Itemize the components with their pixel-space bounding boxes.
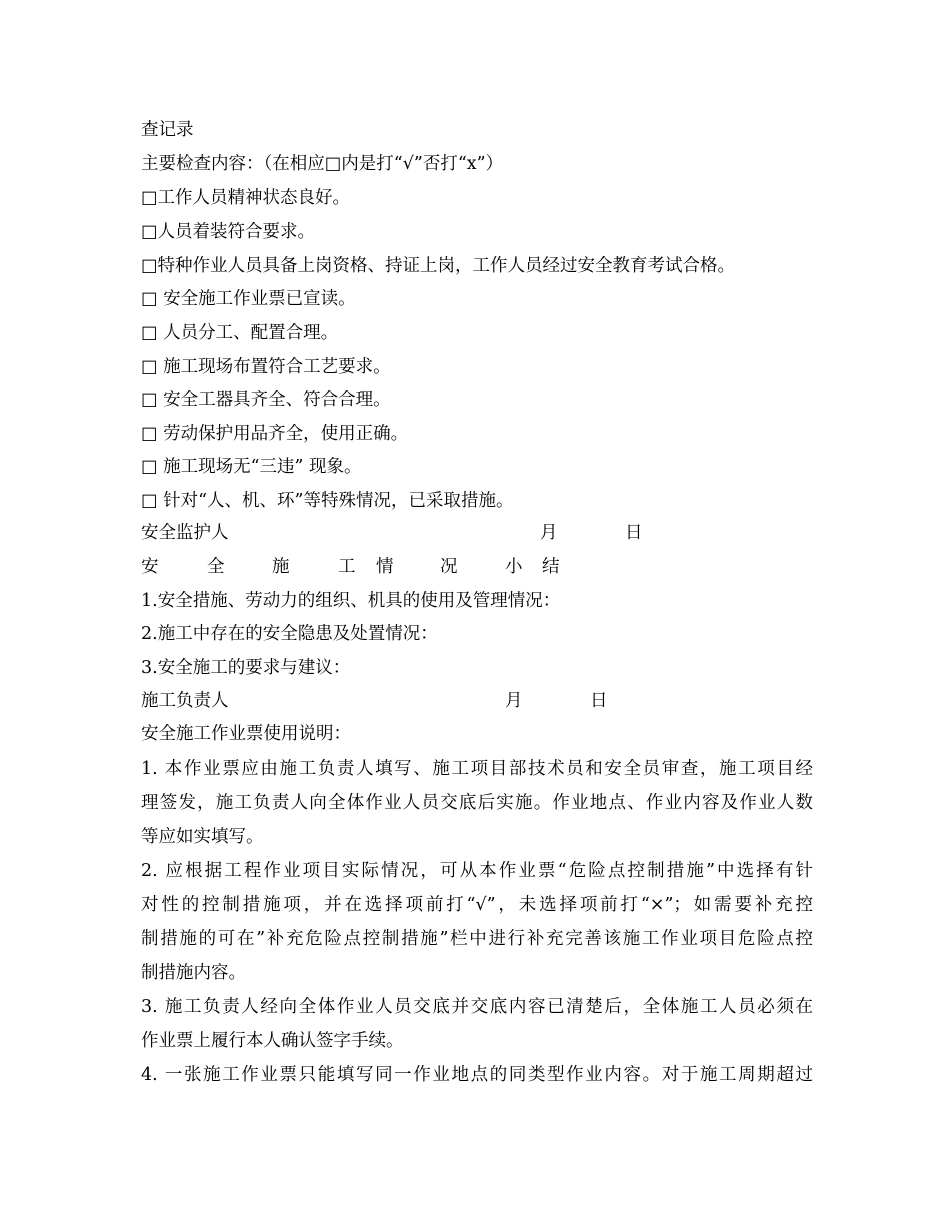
monitor-sign-day: 日 [625,523,643,543]
summary-item: 2.施工中存在的安全隐患及处置情况： [141,624,438,644]
checklist-item: □工作人员精神状态良好。 [141,188,351,208]
summary-heading-char: 全 [207,557,225,577]
summary-heading-char: 结 [542,557,560,577]
usage-line: 1. 本作业票应由施工负责人填写、施工项目部技术员和安全员审查，施工项目经 [141,759,813,779]
usage-line: 2. 应根据工程作业项目实际情况，可从本作业票“危险点控制措施”中选择有针 [141,861,813,881]
monitor-sign-label: 安全监护人 [141,523,229,543]
leader-sign-month: 月 [505,691,523,711]
summary-heading-char: 情 [376,557,394,577]
summary-heading-char: 安 [141,557,159,577]
summary-heading-char: 小 [505,557,523,577]
usage-line: 作业票上履行本人确认签字手续。 [141,1031,404,1051]
usage-line: 3. 施工负责人经向全体作业人员交底并交底内容已清楚后，全体施工人员必须在 [141,997,813,1017]
usage-line: 等应如实填写。 [141,827,264,847]
checklist-item: □ 劳动保护用品齐全，使用正确。 [141,424,409,444]
usage-line: 理签发，施工负责人向全体作业人员交底后实施。作业地点、作业内容及作业人数 [141,793,813,813]
summary-item: 3.安全施工的要求与建议： [141,658,351,678]
checklist-item: □ 安全施工作业票已宣读。 [141,289,356,309]
checklist-item: □人员着装符合要求。 [141,222,316,242]
checklist-item: □ 施工现场无“三违” 现象。 [141,457,362,477]
leader-sign-day: 日 [590,691,608,711]
checklist-item: □特种作业人员具备上岗资格、持证上岗，工作人员经过安全教育考试合格。 [141,256,736,276]
summary-heading-char: 施 [272,557,290,577]
usage-line: 对性的控制措施项，并在选择项前打“√”，未选择项前打“×”；如需要补充控 [141,895,813,915]
checklist-item: □ 人员分工、配置合理。 [141,323,339,343]
inspection-instruction: 主要检查内容：（在相应□内是打“√”否打“x”） [141,154,504,174]
summary-heading-char: 况 [440,557,458,577]
usage-title: 安全施工作业票使用说明： [141,724,351,744]
usage-line: 制措施内容。 [141,963,246,983]
usage-line: 4. 一张施工作业票只能填写同一作业地点的同类型作业内容。对于施工周期超过 [141,1065,813,1085]
checklist-item: □ 针对“人、机、环”等特殊情况，已采取措施。 [141,491,514,511]
summary-heading-char: 工 [338,557,356,577]
checklist-item: □ 施工现场布置符合工艺要求。 [141,357,391,377]
monitor-sign-month: 月 [540,523,558,543]
checklist-item: □ 安全工器具齐全、符合合理。 [141,390,391,410]
summary-item: 1.安全措施、劳动力的组织、机具的使用及管理情况： [141,591,561,611]
usage-line: 制措施的可在”补充危险点控制措施”栏中进行补充完善该施工作业项目危险点控 [141,929,813,949]
record-title: 查记录 [141,120,194,140]
leader-sign-label: 施工负责人 [141,691,229,711]
